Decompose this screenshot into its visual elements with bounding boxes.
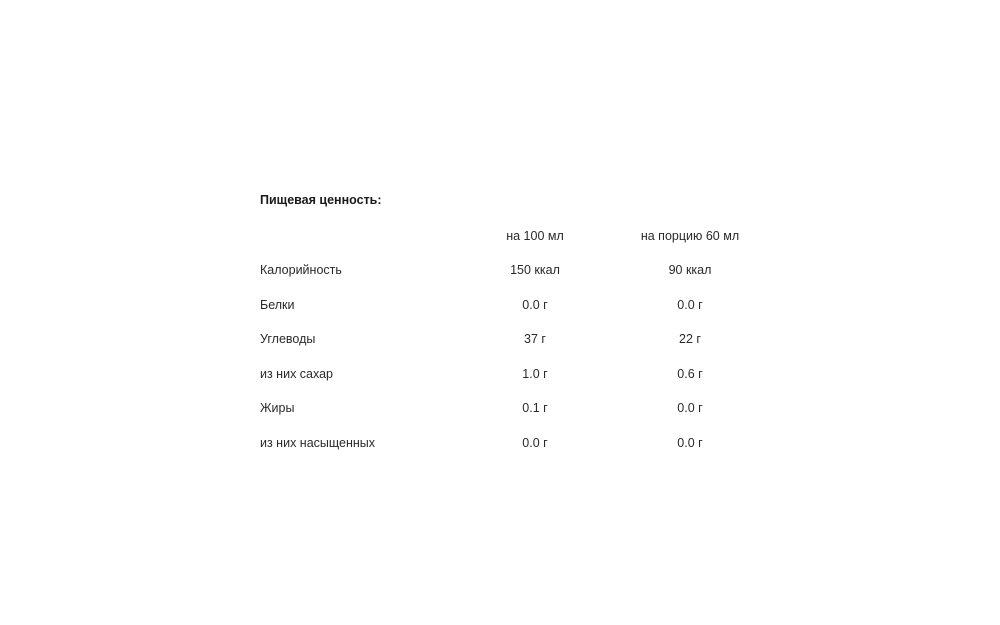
nutrition-table [260, 228, 780, 470]
row-per-portion: 0.0 г [677, 297, 703, 312]
row-label: Калорийность [260, 263, 342, 277]
table-row [260, 400, 780, 435]
header-empty-cell [260, 228, 470, 262]
row-per-100: 0.0 г [522, 297, 548, 312]
row-label: из них насыщенных [260, 435, 376, 450]
row-per-100: 0.0 г [522, 435, 548, 450]
table-row [260, 366, 780, 401]
header-per-100: на 100 мл [506, 229, 564, 243]
nutrition-title: Пищевая ценность: [260, 193, 382, 207]
row-label: Углеводы [260, 332, 316, 347]
row-per-portion: 0.0 г [677, 435, 703, 450]
header-per-portion: на порцию 60 мл [640, 229, 740, 243]
row-per-100: 1.0 г [522, 366, 548, 381]
row-label: из них сахар [260, 366, 334, 381]
row-per-portion: 22 г [679, 332, 701, 347]
table-row [260, 297, 780, 332]
table-header-row [260, 228, 780, 262]
row-per-100: 0.1 г [522, 401, 548, 416]
row-per-portion: 0.6 г [677, 366, 703, 381]
row-label: Белки [260, 297, 295, 312]
row-per-portion: 90 ккал [668, 263, 712, 277]
table-row [260, 262, 780, 297]
table-row [260, 331, 780, 366]
row-per-100: 150 ккал [510, 263, 560, 277]
table-row [260, 435, 780, 470]
nutrition-facts-section [260, 190, 780, 470]
row-per-portion: 0.0 г [677, 401, 703, 416]
row-label: Жиры [260, 401, 295, 416]
row-per-100: 37 г [524, 332, 546, 347]
